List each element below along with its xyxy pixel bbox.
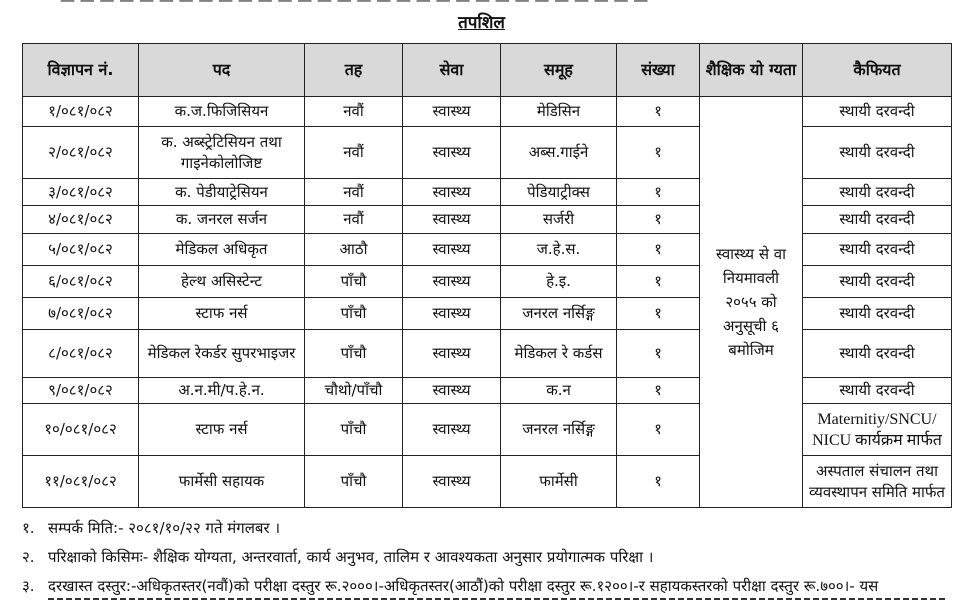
section-heading: तपशिल: [458, 13, 505, 33]
cell-count: १: [617, 330, 700, 378]
cell-ad-no: ७/०८१/०८२: [23, 298, 139, 330]
cell-service: स्वास्थ्य: [403, 206, 501, 234]
cell-post: स्टाफ नर्स: [139, 298, 305, 330]
header-qualification: शैक्षिक यो ग्यता: [700, 44, 803, 97]
cell-remarks: स्थायी दरवन्दी: [803, 97, 952, 127]
cell-ad-no: ८/०८१/०८२: [23, 330, 139, 378]
cropped-top-text: — — — — — — — — — — — — — — — — — — — — — — — — — — — — — —: [60, 0, 649, 9]
cell-post: अ.न.मी/प.हे.न.: [139, 378, 305, 404]
cell-service: स्वास्थ्य: [403, 330, 501, 378]
header-level: तह: [305, 44, 403, 97]
cell-group: क.न: [501, 378, 617, 404]
cell-count: १: [617, 127, 700, 179]
cell-post: स्टाफ नर्स: [139, 404, 305, 456]
cell-remarks: स्थायी दरवन्दी: [803, 330, 952, 378]
cell-count: १: [617, 97, 700, 127]
cell-service: स्वास्थ्य: [403, 234, 501, 266]
cell-service: स्वास्थ्य: [403, 97, 501, 127]
cell-level: नवौं: [305, 97, 403, 127]
cell-level: नवौं: [305, 127, 403, 179]
cell-count: १: [617, 266, 700, 298]
cell-remarks: Maternitiy/SNCU/ NICU कार्यक्रम मार्फत: [803, 404, 952, 456]
notes-list: [22, 514, 957, 601]
cell-count: १: [617, 179, 700, 206]
cell-level: नवौं: [305, 179, 403, 206]
cell-group: जनरल नर्सिङ्ग: [501, 404, 617, 456]
cell-post: हेल्थ असिस्टेन्ट: [139, 266, 305, 298]
cell-remarks: स्थायी दरवन्दी: [803, 378, 952, 404]
header-service: सेवा: [403, 44, 501, 97]
cell-group: हे.इ.: [501, 266, 617, 298]
cell-post: मेडिकल रेकर्डर सुपरभाइजर: [139, 330, 305, 378]
cell-group: मेडिसिन: [501, 97, 617, 127]
note-text: सम्पर्क मिति:- २०८१/१०/२२ गते मंगलबर ।: [48, 519, 281, 537]
cell-post: क. पेडीयाट्रेसियन: [139, 179, 305, 206]
cropped-bottom-text: [48, 593, 948, 602]
cell-level: पाँचौ: [305, 330, 403, 378]
cell-level: पाँचौ: [305, 298, 403, 330]
cell-remarks: स्थायी दरवन्दी: [803, 179, 952, 206]
cell-service: स्वास्थ्य: [403, 298, 501, 330]
cell-group: सर्जरी: [501, 206, 617, 234]
header-post: पद: [139, 44, 305, 97]
cell-group: मेडिकल रे कर्डस: [501, 330, 617, 378]
cell-service: स्वास्थ्य: [403, 266, 501, 298]
note-number: ३.: [22, 577, 35, 595]
note-number: १.: [22, 519, 35, 537]
note-number: २.: [22, 548, 35, 566]
table-row: [23, 234, 952, 266]
cell-ad-no: ३/०८१/०८२: [23, 179, 139, 206]
note-item: [22, 543, 957, 572]
table-row: [23, 127, 952, 179]
cell-count: १: [617, 298, 700, 330]
cell-remarks: अस्पताल संचालन तथा व्यवस्थापन समिति मार्फत: [803, 456, 952, 508]
cell-ad-no: ४/०८१/०८२: [23, 206, 139, 234]
note-text: परिक्षाको किसिमः- शैक्षिक योग्यता, अन्तरवार्ता, कार्य अनुभव, तालिम र आवश्यकता अनुसार प्रयोगात्मक परिक्षा ।: [48, 548, 654, 566]
cell-post: क. जनरल सर्जन: [139, 206, 305, 234]
cell-qualification: स्वास्थ्य से वा नियमावली २०५५ को अनुसूची ६ बमोजिम: [700, 97, 803, 508]
cell-ad-no: १/०८१/०८२: [23, 97, 139, 127]
cell-remarks: स्थायी दरवन्दी: [803, 206, 952, 234]
table-row: [23, 456, 952, 508]
table-row: [23, 330, 952, 378]
cell-count: १: [617, 234, 700, 266]
vacancy-table: [22, 43, 952, 508]
cell-service: स्वास्थ्य: [403, 456, 501, 508]
cell-post: क. अब्स्ट्रेटिसियन तथा गाइनेकोलोजिष्ट: [139, 127, 305, 179]
cell-remarks: स्थायी दरवन्दी: [803, 234, 952, 266]
table-row: [23, 206, 952, 234]
cell-count: १: [617, 378, 700, 404]
cell-count: १: [617, 206, 700, 234]
cell-level: नवौं: [305, 206, 403, 234]
cell-level: पाँचौ: [305, 266, 403, 298]
cell-remarks: स्थायी दरवन्दी: [803, 266, 952, 298]
cell-ad-no: ६/०८१/०८२: [23, 266, 139, 298]
cell-service: स्वास्थ्य: [403, 127, 501, 179]
cell-level: पाँचौ: [305, 404, 403, 456]
cell-service: स्वास्थ्य: [403, 378, 501, 404]
cell-post: मेडिकल अधिकृत: [139, 234, 305, 266]
cell-ad-no: १०/०८१/०८२: [23, 404, 139, 456]
table-header-row: [23, 44, 952, 97]
cell-remarks: स्थायी दरवन्दी: [803, 127, 952, 179]
cell-service: स्वास्थ्य: [403, 404, 501, 456]
cell-group: अब्स.गाईने: [501, 127, 617, 179]
table-row: [23, 179, 952, 206]
cell-count: १: [617, 456, 700, 508]
cell-service: स्वास्थ्य: [403, 179, 501, 206]
cell-post: क.ज.फिजिसियन: [139, 97, 305, 127]
cell-level: पाँचौ: [305, 456, 403, 508]
cell-ad-no: ९/०८१/०८२: [23, 378, 139, 404]
header-remarks: कैफियत: [803, 44, 952, 97]
cell-group: पेडियाट्रीक्स: [501, 179, 617, 206]
header-ad-no: विज्ञापन नं.: [23, 44, 139, 97]
table-row: [23, 378, 952, 404]
cell-count: १: [617, 404, 700, 456]
header-count: संख्या: [617, 44, 700, 97]
table-row: [23, 266, 952, 298]
cell-ad-no: २/०८१/०८२: [23, 127, 139, 179]
table-row: [23, 404, 952, 456]
cell-group: जनरल नर्सिङ्ग: [501, 298, 617, 330]
cell-level: चौथो/पाँचौ: [305, 378, 403, 404]
table-row: [23, 97, 952, 127]
cell-group: ज.हे.स.: [501, 234, 617, 266]
cell-level: आठौ: [305, 234, 403, 266]
cell-ad-no: ११/०८१/०८२: [23, 456, 139, 508]
cell-post: फार्मेसी सहायक: [139, 456, 305, 508]
note-text: दरखास्त दस्तुर:-अधिकृतस्तर(नवौं)को परीक्षा दस्तुर रू.२०००।-अधिकृतस्तर(आठौं)को परीक्षा दस्तुर रू.१२००।-र सहायकस्तरको परीक्षा दस्तुर रू.७००।- यस: [48, 577, 879, 595]
header-group: समूह: [501, 44, 617, 97]
cell-remarks: स्थायी दरवन्दी: [803, 298, 952, 330]
table-row: [23, 298, 952, 330]
note-item: [22, 514, 957, 543]
cell-group: फार्मेसी: [501, 456, 617, 508]
cell-ad-no: ५/०८१/०८२: [23, 234, 139, 266]
